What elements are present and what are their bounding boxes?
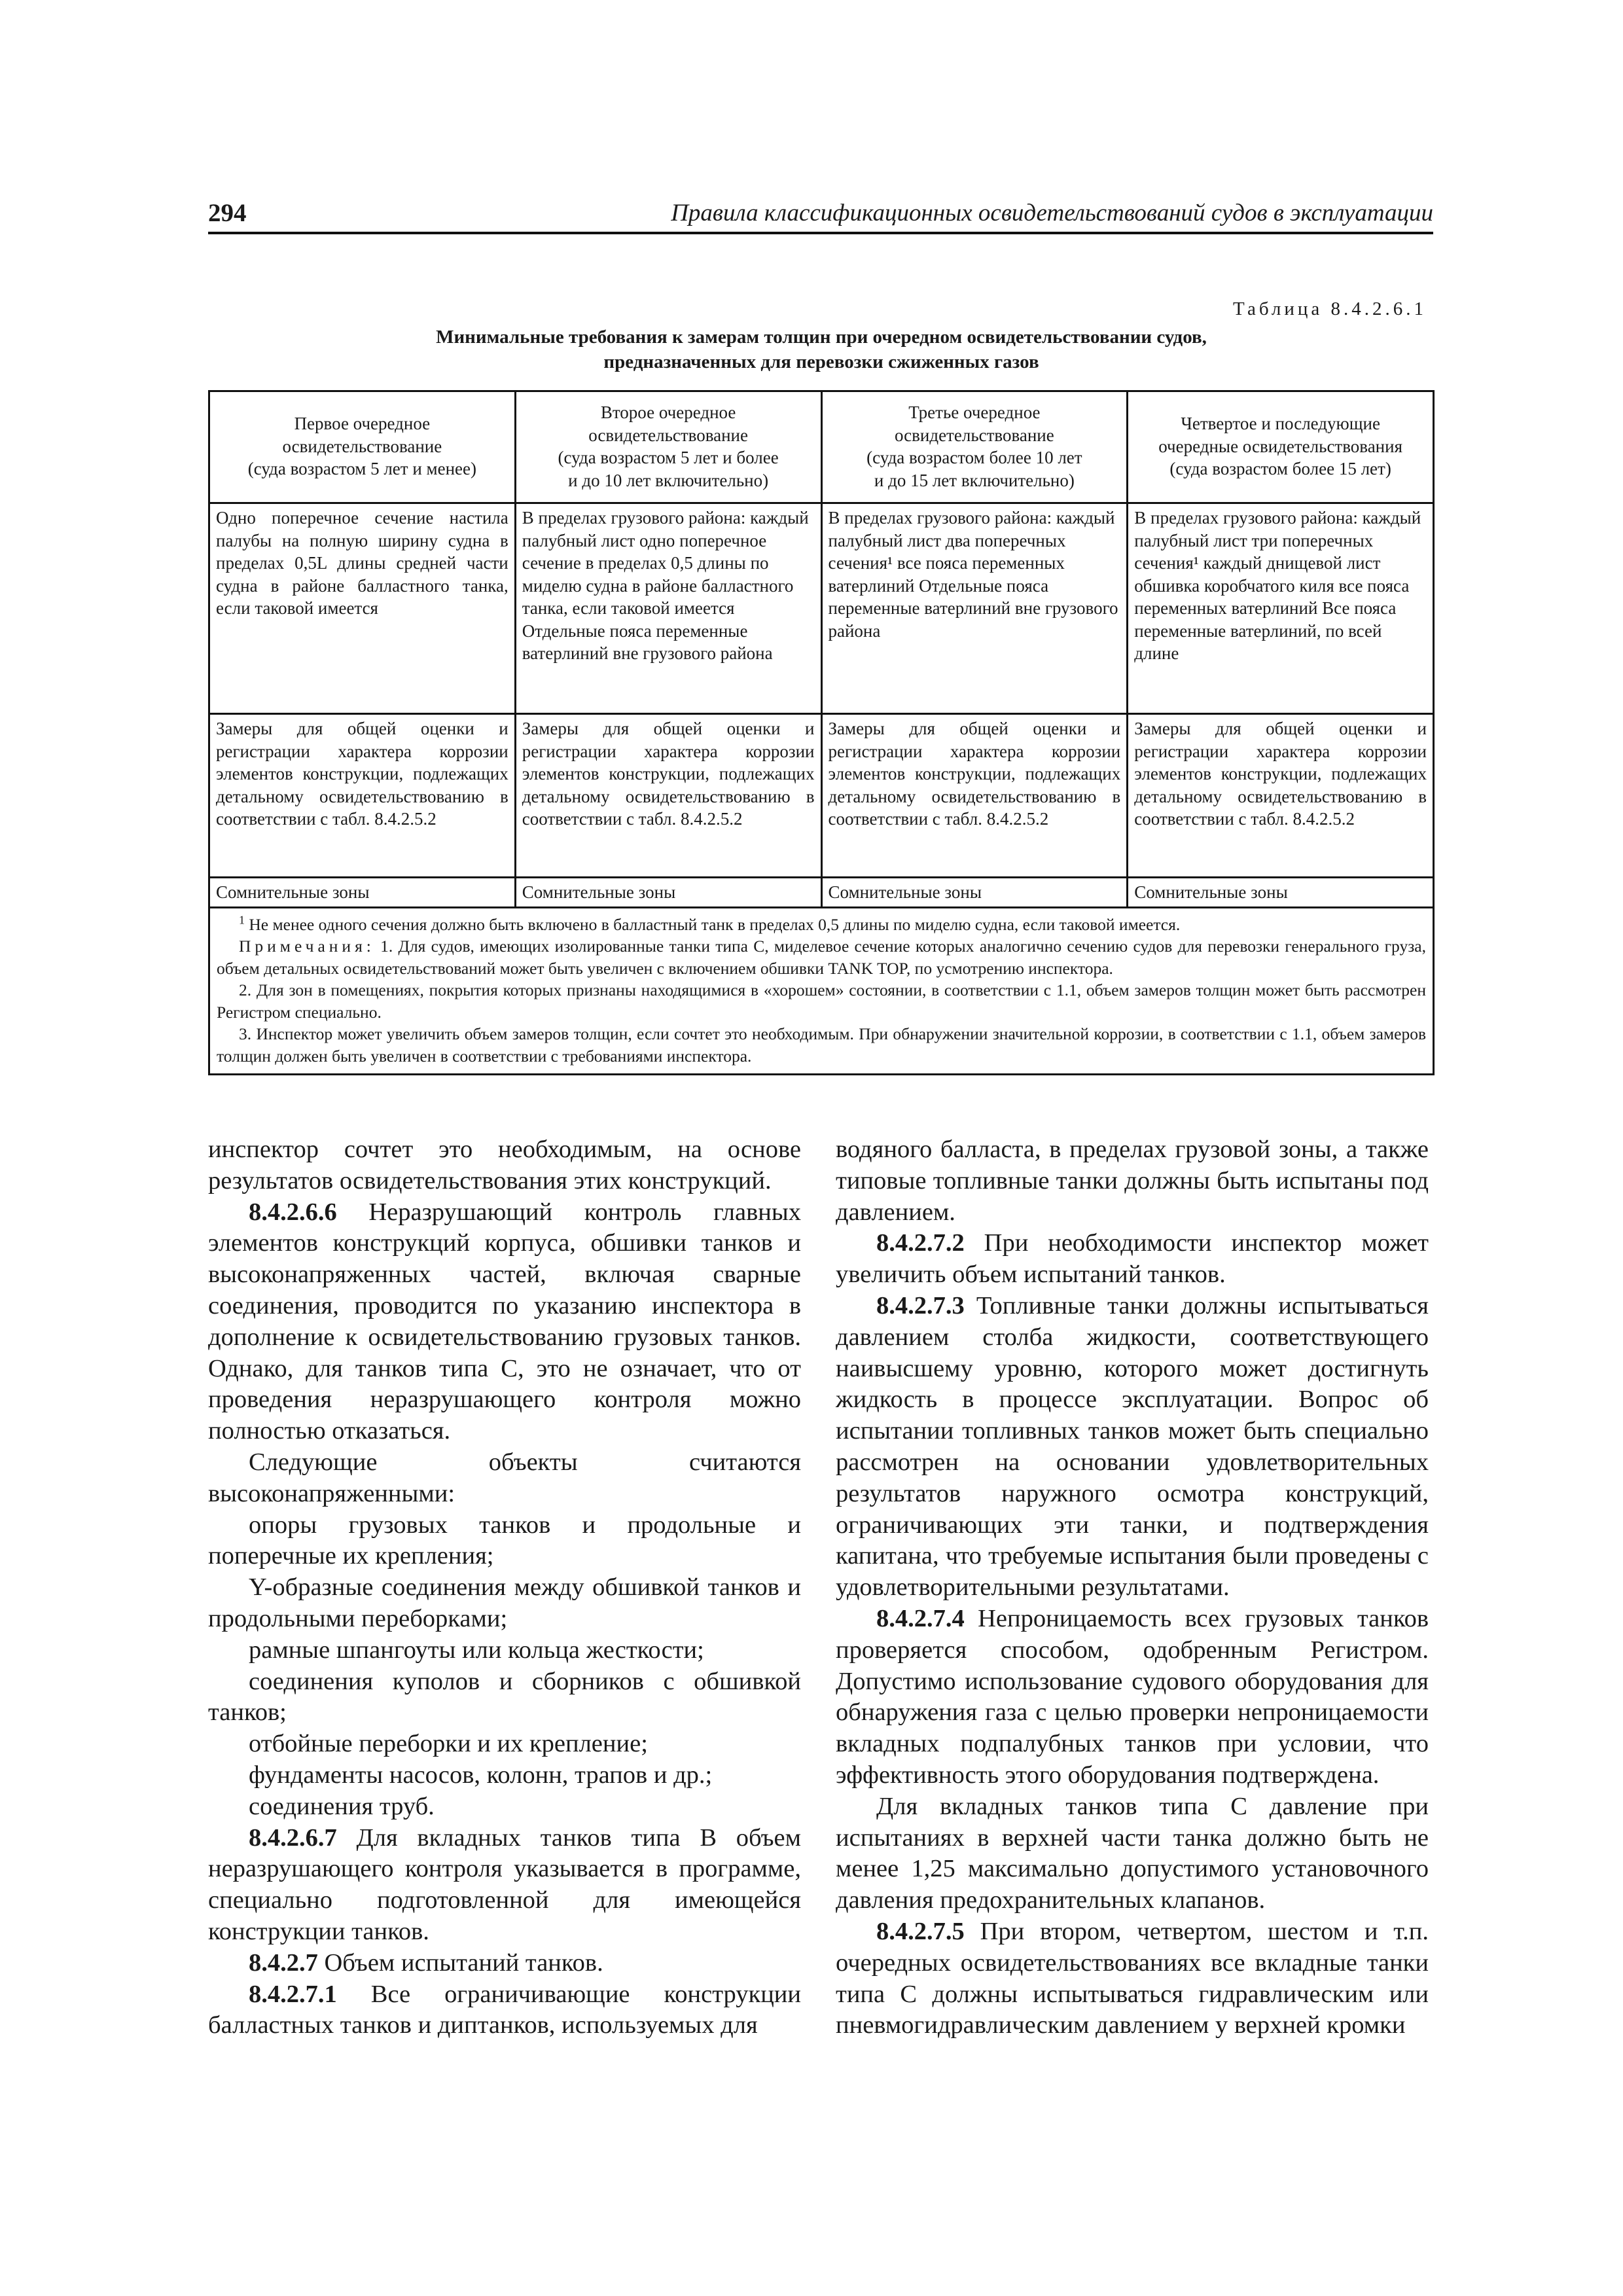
clause-number: 8.4.2.6.6 [249, 1198, 337, 1226]
body-column-left [208, 1134, 801, 2041]
paragraph [208, 1823, 801, 1948]
table-cell: Замеры для общей оценки и регистрации характера коррозии элементов конструкции, подлежащих детальному освидетельствованию в соответствии с табл. 8.4.2.5.2 [515, 714, 821, 878]
footnote [217, 914, 1426, 936]
clause-number: 8.4.2.7.5 [876, 1917, 965, 1945]
column-header [821, 391, 1128, 503]
table-header-row [209, 391, 1434, 503]
header-line: освидетельствование [282, 436, 442, 456]
table-cell: Сомнительные зоны [1128, 878, 1434, 908]
clause-text: Все ограничивающие конструкции балластных танков и диптанков, используемых для [208, 1980, 802, 2039]
paragraph: Следующие объекты считаются высоконапряженными: [208, 1448, 801, 1507]
header-line: Второе очередное [600, 403, 736, 422]
clause-text: Объем испытаний танков. [324, 1948, 603, 1977]
paragraph [208, 1979, 801, 2042]
list-item: Y-образные соединения между обшивкой танков и продольными переборками; [208, 1573, 801, 1632]
clause-number: 8.4.2.7.1 [249, 1980, 337, 2008]
table-cell: Замеры для общей оценки и регистрации характера коррозии элементов конструкции, подлежащих детальному освидетельствованию в соответствии с табл. 8.4.2.5.2 [821, 714, 1128, 878]
clause-text: Неразрушающий контроль главных элементов конструкций корпуса, обшивки танков и высоконапряженных частей, включая сварные соединения, проводится по указанию инспектора в дополнение к освидетельствованию грузовых танков. Однако, для танков типа C, это не означает, что от проведения неразрушающего контроля можно полностью отказаться. [208, 1198, 801, 1445]
clause-text: Для вкладных танков типа B объем неразрушающего контроля указывается в программе, специально подготовленной для имеющейся конструкции танков. [208, 1823, 801, 1945]
paragraph: водяного балласта, в пределах грузовой зоны, а также типовые топливные танки должны быть испытаны под давлением. [836, 1136, 1429, 1226]
table-label: Таблица 8.4.2.6.1 [1232, 298, 1427, 319]
table-caption [208, 325, 1435, 374]
paragraph: Для вкладных танков типа C давление при испытаниях в верхней части танка должно быть не менее 1,25 максимально допустимого установочного давления предохранительных клапанов. [836, 1792, 1429, 1914]
table-row [209, 503, 1434, 714]
table-cell: Замеры для общей оценки и регистрации характера коррозии элементов конструкции, подлежащих детальному освидетельствованию в соответствии с табл. 8.4.2.5.2 [209, 714, 516, 878]
column-header [515, 391, 821, 503]
clause-text: Непроницаемость всех грузовых танков проверяется способом, одобренным Регистром. Допустимо использование судового оборудования для обнаружения газа с целью проверки непроницаемости вкладных подпалубных танков при условии, что эффективность этого оборудования подтверждена. [836, 1604, 1429, 1789]
header-line: Четвертое и последующие [1181, 414, 1380, 434]
list-item: рамные шпангоуты или кольца жесткости; [249, 1636, 704, 1664]
table-cell: Сомнительные зоны [515, 878, 821, 908]
table-row [209, 878, 1434, 908]
paragraph [836, 1604, 1429, 1791]
footnote-text: Не менее одного сечения должно быть включено в балластный танк в пределах 0,5 длины по миделю судна, если таковой имеется. [249, 914, 1181, 934]
table-notes [209, 907, 1434, 1075]
clause-number: 8.4.2.7.3 [876, 1291, 965, 1319]
list-item: соединения труб. [249, 1792, 435, 1820]
list-item: отбойные переборки и их крепление; [249, 1730, 648, 1758]
note-1 [217, 935, 1426, 979]
column-header [1128, 391, 1434, 503]
page-number: 294 [208, 199, 247, 227]
remarks-label: Примечания: [239, 937, 375, 956]
header-line: (суда возрастом 5 лет и более [558, 448, 779, 467]
body-column-right [836, 1134, 1429, 2041]
header-line: очередные освидетельствования [1158, 436, 1402, 456]
note-2: 2. Для зон в помещениях, покрытия которых признаны находящимися в «хорошем» состоянии, в соответствии с 1.1, объем замеров толщин может быть рассмотрен Регистром специально. [217, 980, 1426, 1022]
header-line: (суда возрастом более 10 лет [866, 448, 1082, 467]
header-line: и до 10 лет включительно) [568, 470, 769, 490]
column-header [209, 391, 516, 503]
table-cell: Сомнительные зоны [209, 878, 516, 908]
header-line: и до 15 лет включительно) [874, 470, 1075, 490]
clause-number: 8.4.2.6.7 [249, 1823, 337, 1852]
list-item: опоры грузовых танков и продольные и поперечные их крепления; [208, 1511, 801, 1570]
running-header [208, 196, 1433, 234]
list-item: фундаменты насосов, колонн, трапов и др.; [249, 1761, 713, 1789]
clause-text: При необходимости инспектор может увеличить объем испытаний танков. [836, 1229, 1429, 1289]
paragraph [836, 1228, 1429, 1291]
table-cell: В пределах грузового района: каждый палубный лист два поперечных сечения¹ все пояса переменных ватерлиний Отдельные пояса переменные ватерлиний вне грузового района [821, 503, 1128, 714]
caption-line: предназначенных для перевозки сжиженных газов [603, 351, 1039, 372]
clause-text: Топливные танки должны испытываться давлением столба жидкости, соответствующего наивысшему уровню, которого может достигнуть жидкость в процессе эксплуатации. Вопрос об испытании топливных танков может быть специально рассмотрен на основании удовлетворительных результатов наружного осмотра конструкций, ограничивающих эти танки, и подтверждения капитана, что требуемые испытания были проведены с удовлетворительными результатами. [836, 1291, 1429, 1602]
note-3: 3. Инспектор может увеличить объем замеров толщин, если сочтет это необходимым. При обнаружении значительной коррозии, в соответствии с 1.1, объем замеров толщин должен быть увеличен в соответствии с требованиями инспектора. [217, 1024, 1426, 1066]
caption-line: Минимальные требования к замерам толщин при очередном освидетельствовании судов, [436, 327, 1207, 348]
list-item: соединения куполов и сборников с обшивкой танков; [208, 1667, 801, 1727]
clause-text: При втором, четвертом, шестом и т.п. очередных освидетельствованиях все вкладные танки типа C должны испытываться гидравлическим или пневмогидравлическим давлением у верхней кромки [836, 1917, 1429, 2039]
clause-number: 8.4.2.7.4 [876, 1604, 965, 1632]
paragraph: инспектор сочтет это необходимым, на основе результатов освидетельствования этих конструкций. [208, 1136, 801, 1194]
table-notes-row [209, 907, 1434, 1075]
footnote-marker: 1 [239, 913, 245, 926]
table-cell: В пределах грузового района: каждый палубный лист три поперечных сечения¹ каждый днищевой лист обшивка коробчатого киля все пояса переменных ватерлиний Все пояса переменные ватерлиний, по всей длине [1128, 503, 1434, 714]
thickness-requirements-table [208, 390, 1435, 1075]
table-cell: В пределах грузового района: каждый палубный лист одно поперечное сечение в пределах 0,5 длины по миделю судна в районе балластного танка, если таковой имеется Отдельные пояса переменные ватерлиний вне грузового района [515, 503, 821, 714]
paragraph [836, 1916, 1429, 2041]
header-line: (суда возрастом более 15 лет) [1169, 459, 1391, 479]
header-line: освидетельствование [588, 425, 748, 445]
table-cell: Сомнительные зоны [821, 878, 1128, 908]
clause-number: 8.4.2.7 [249, 1948, 318, 1977]
paragraph [208, 1948, 801, 1979]
running-title: Правила классификационных освидетельствований судов в эксплуатации [671, 200, 1433, 226]
clause-number: 8.4.2.7.2 [876, 1229, 965, 1257]
header-rule [208, 232, 1433, 234]
table-cell: Замеры для общей оценки и регистрации характера коррозии элементов конструкции, подлежащих детальному освидетельствованию в соответствии с табл. 8.4.2.5.2 [1128, 714, 1434, 878]
table-cell: Одно поперечное сечение настила палубы на полную ширину судна в пределах 0,5L длины средней части судна в районе балластного танка, если таковой имеется [209, 503, 516, 714]
header-line: (суда возрастом 5 лет и менее) [247, 459, 477, 479]
table-row [209, 714, 1434, 878]
header-line: Первое очередное [294, 414, 431, 434]
paragraph [836, 1291, 1429, 1604]
note-text: 1. Для судов, имеющих изолированные танки типа C, миделевое сечение которых аналогично сечению судов для перевозки генерального груза, объем детальных освидетельствований может быть увеличен с включением обшивки TANK TOP, по усмотрению инспектора. [217, 937, 1426, 978]
header-line: Третье очередное [908, 403, 1041, 422]
header-line: освидетельствование [894, 425, 1054, 445]
paragraph [208, 1197, 801, 1447]
